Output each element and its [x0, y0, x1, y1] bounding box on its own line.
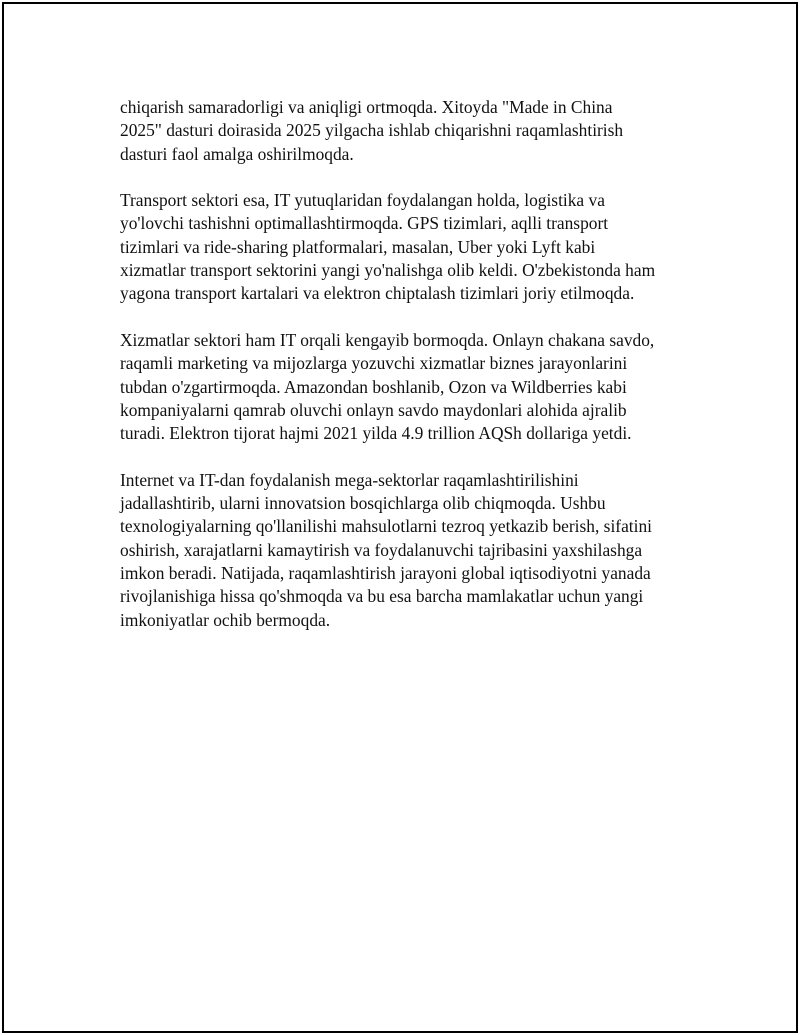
text-line: Transport sektori esa, IT yutuqlaridan foydalangan holda, logistika va	[120, 190, 605, 211]
paragraph-transport	[120, 189, 705, 305]
text-line: Xizmatlar sektori ham IT orqali kengayib bormoqda. Onlayn chakana savdo,	[120, 329, 655, 350]
text-line: xizmatlar transport sektorini yangi yo'nalishga olib keldi. O'zbekistonda ham	[120, 260, 656, 281]
text-line: kompaniyalarni qamrab oluvchi onlayn savdo maydonlari alohida ajralib	[120, 399, 627, 420]
paragraph-services	[120, 329, 705, 445]
text-line: imkoniyatlar ochib bermoqda.	[120, 609, 331, 630]
text-line: jadallashtirib, ularni innovatsion bosqichlarga olib chiqmoqda. Ushbu	[120, 493, 606, 514]
page-frame	[2, 2, 798, 1033]
text-line: yagona transport kartalari va elektron chiptalash tizimlari joriy etilmoqda.	[120, 283, 635, 304]
text-line: turadi. Elektron tijorat hajmi 2021 yilda 4.9 trillion AQSh dollariga yetdi.	[120, 423, 632, 444]
text-line: texnologiyalarning qo'llanilishi mahsulotlarni tezroq yetkazib berish, sifatini	[120, 516, 652, 537]
text-line: tizimlari va ride-sharing platformalari, masalan, Uber yoki Lyft kabi	[120, 236, 596, 257]
text-line: tubdan o'zgartirmoqda. Amazondan boshlanib, Ozon va Wildberries kabi	[120, 376, 627, 397]
paragraph-manufacturing	[120, 96, 705, 166]
text-line: yo'lovchi tashishni optimallashtirmoqda. GPS tizimlari, aqlli transport	[120, 213, 609, 234]
document-body	[120, 96, 705, 655]
text-line: rivojlanishiga hissa qo'shmoqda va bu esa barcha mamlakatlar uchun yangi	[120, 586, 644, 607]
text-line: oshirish, xarajatlarni kamaytirish va foydalanuvchi tajribasini yaxshilashga	[120, 539, 643, 560]
text-line: Internet va IT-dan foydalanish mega-sektorlar raqamlashtirilishini	[120, 469, 579, 490]
text-line: 2025" dasturi doirasida 2025 yilgacha ishlab chiqarishni raqamlashtirish	[120, 120, 624, 141]
text-line: imkon beradi. Natijada, raqamlashtirish jarayoni global iqtisodiyotni yanada	[120, 562, 651, 583]
text-line: raqamli marketing va mijozlarga yozuvchi xizmatlar biznes jarayonlarini	[120, 353, 628, 374]
text-line: chiqarish samaradorligi va aniqligi ortmoqda. Xitoyda "Made in China	[120, 97, 613, 117]
paragraph-conclusion	[120, 469, 705, 632]
text-line: dasturi faol amalga oshirilmoqda.	[120, 143, 354, 164]
